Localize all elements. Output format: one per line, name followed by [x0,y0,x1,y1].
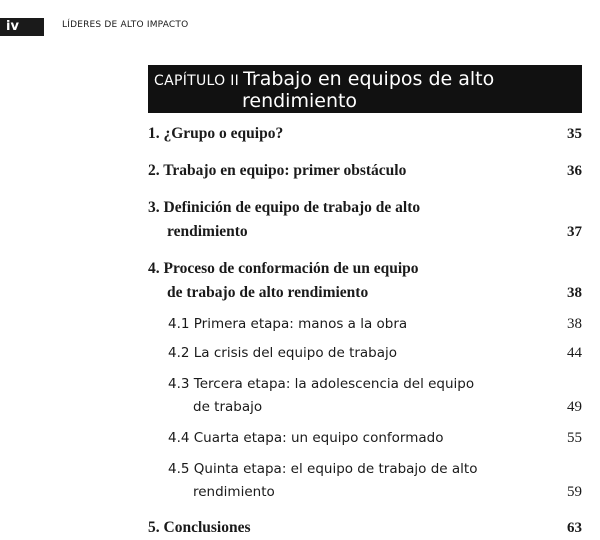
toc-entry [148,196,582,244]
toc-entry-text: 1. ¿Grupo o equipo? [148,125,284,142]
toc-entry-text: 4.1 Primera etapa: manos a la obra [168,316,408,332]
toc-entry-text: 2. Trabajo en equipo: primer obstáculo [148,162,407,179]
toc-entry [148,427,582,450]
toc-page-number: 55 [567,430,582,446]
toc-entry-text: rendimiento [193,484,275,500]
toc-entry-text: 4.5 Quinta etapa: el equipo de trabajo de alto [168,461,478,477]
toc-page-number: 36 [567,163,582,179]
toc-entry-text: de trabajo de alto rendimiento [167,284,369,301]
toc-page-number: 35 [567,126,582,142]
toc-entry-text: 4. Proceso de conformación de un equipo [148,260,419,277]
toc-entry [148,342,582,365]
toc-entry [148,122,582,146]
toc-entry [148,257,582,305]
toc-entry [148,373,582,419]
table-of-contents [148,122,582,540]
chapter-title-box [148,65,582,113]
toc-entry-text: 3. Definición de equipo de trabajo de alto [148,199,421,216]
toc-entry [148,516,582,540]
toc-page-number: 63 [567,520,582,536]
page-number: iv [6,19,19,34]
running-header: LÍDERES DE ALTO IMPACTO [62,20,189,30]
chapter-title-line1: Trabajo en equipos de alto [243,68,495,90]
toc-entry-text: 4.3 Tercera etapa: la adolescencia del equipo [168,376,475,392]
toc-entry [148,159,582,183]
toc-entry-text: de trabajo [193,399,263,415]
toc-page-number: 37 [567,224,582,240]
toc-entry-text: 5. Conclusiones [148,519,251,536]
toc-entry [148,458,582,504]
chapter-label: CAPÍTULO II [154,73,240,89]
toc-page-number: 59 [567,484,582,500]
page-number-tab [0,18,44,36]
toc-entry-text: 4.4 Cuarta etapa: un equipo conformado [168,430,444,446]
toc-page-number: 38 [567,285,582,301]
toc-page-number: 38 [567,316,582,332]
toc-page-number: 44 [567,345,582,361]
toc-entry-text: rendimiento [167,223,248,240]
toc-entry-text: 4.2 La crisis del equipo de trabajo [168,345,398,361]
chapter-title-line2: rendimiento [242,90,358,112]
toc-page-number: 49 [567,399,582,415]
toc-entry [148,313,582,336]
